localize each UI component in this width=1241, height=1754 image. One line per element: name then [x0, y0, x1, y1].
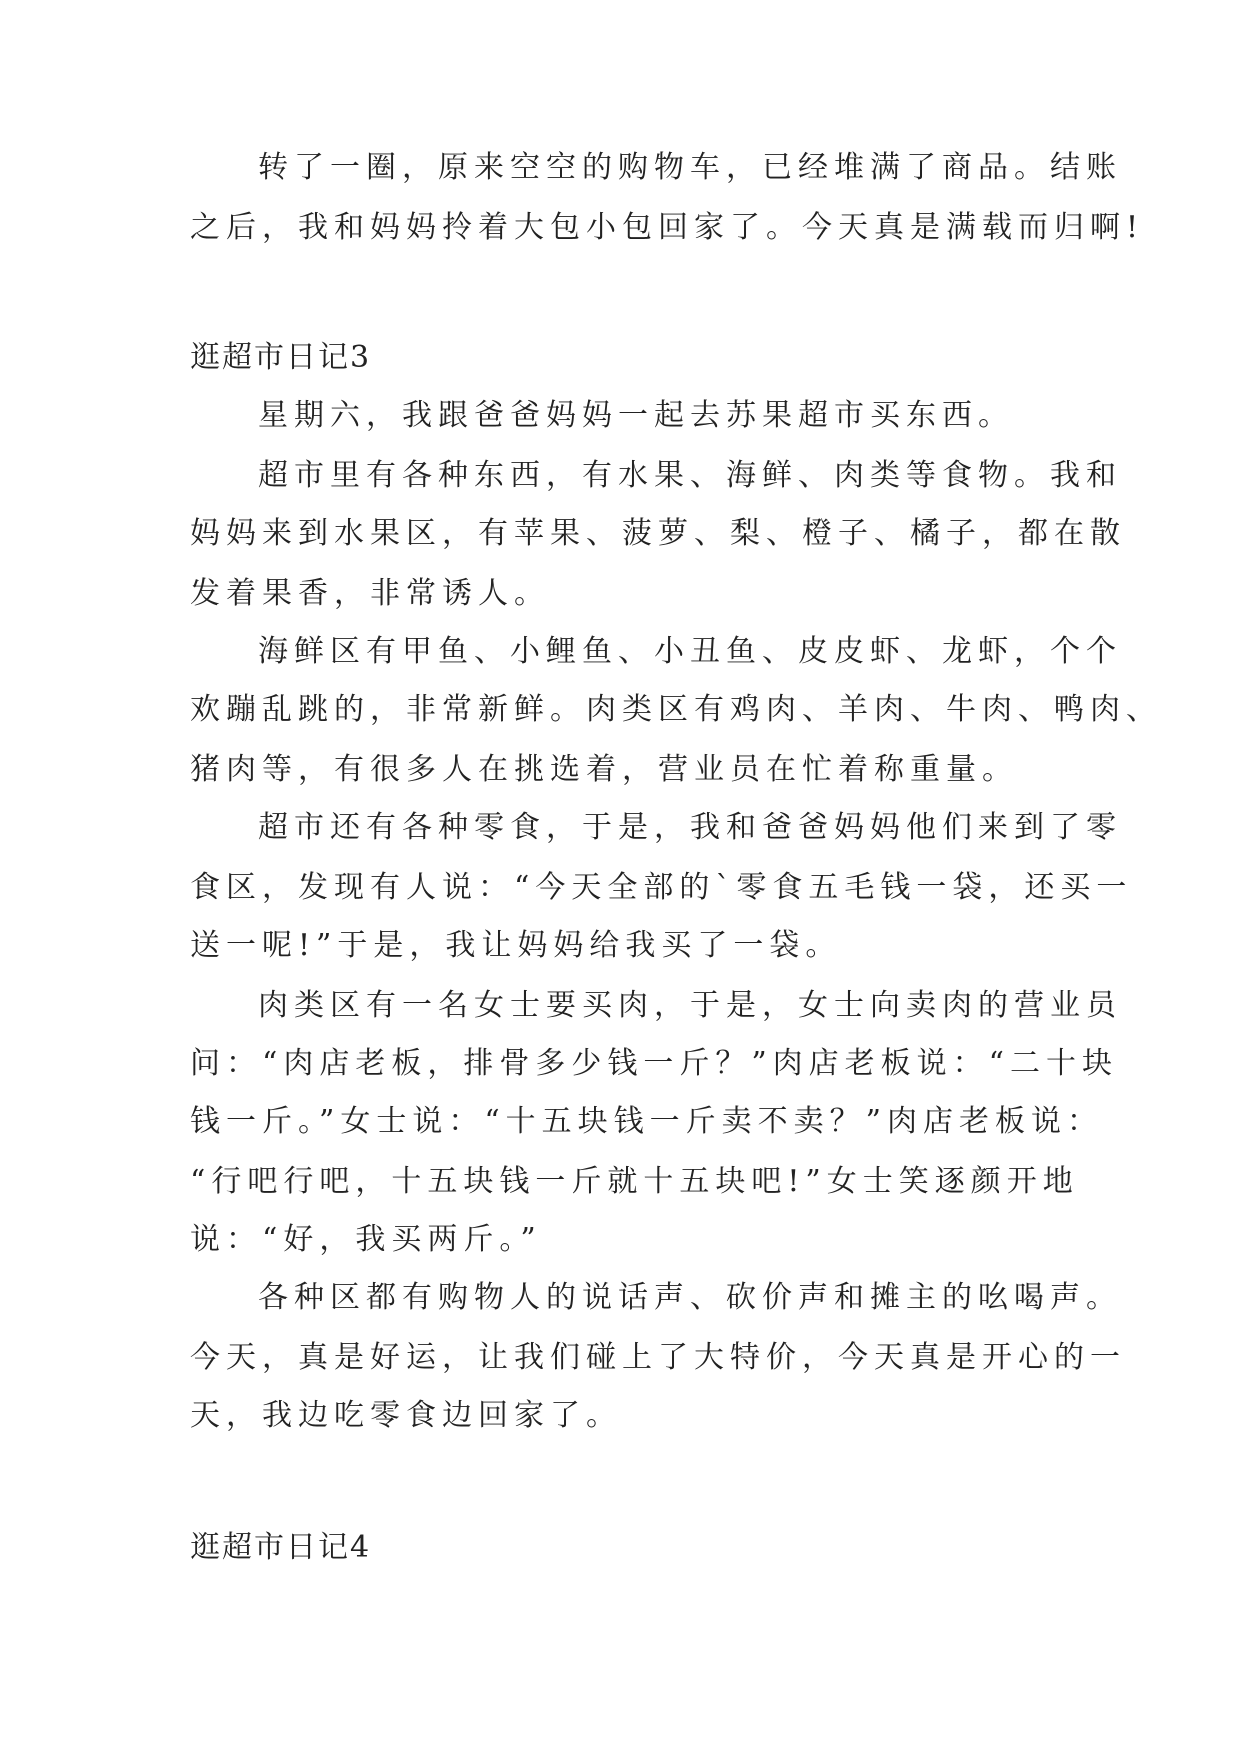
paragraph-line: 发着果香，非常诱人。: [190, 576, 550, 611]
paragraph-line: 之后，我和妈妈拎着大包小包回家了。今天真是满载而归啊!: [190, 210, 1145, 245]
paragraph-line: 肉类区有一名女士要买肉，于是，女士向卖肉的营业员: [258, 988, 1122, 1023]
paragraph-line: “行吧行吧，十五块钱一斤就十五块吧!”女士笑逐颜开地: [190, 1164, 1079, 1199]
paragraph-line: 猪肉等，有很多人在挑选着，营业员在忙着称重量。: [190, 752, 1018, 787]
paragraph-line: 欢蹦乱跳的，非常新鲜。肉类区有鸡肉、羊肉、牛肉、鸭肉、: [190, 692, 1162, 727]
paragraph-line: 星期六，我跟爸爸妈妈一起去苏果超市买东西。: [258, 398, 1014, 433]
paragraph-line: 今天，真是好运，让我们碰上了大特价，今天真是开心的一: [190, 1340, 1126, 1375]
paragraph-line: 食区，发现有人说：“今天全部的`零食五毛钱一袋，还买一: [190, 870, 1133, 905]
paragraph-line: 说：“好，我买两斤。”: [190, 1222, 542, 1257]
paragraph-line: 天，我边吃零食边回家了。: [190, 1398, 622, 1433]
paragraph-line: 各种区都有购物人的说话声、砍价声和摊主的吆喝声。: [258, 1280, 1122, 1315]
paragraph-line: 送一呢!”于是，我让妈妈给我买了一袋。: [190, 928, 842, 963]
paragraph-line: 钱一斤。”女士说：“十五块钱一斤卖不卖？”肉店老板说：: [190, 1104, 1104, 1139]
paragraph-line: 妈妈来到水果区，有苹果、菠萝、梨、橙子、橘子，都在散: [190, 516, 1126, 551]
paragraph-line: 超市还有各种零食，于是，我和爸爸妈妈他们来到了零: [258, 810, 1122, 845]
section-heading: 逛超市日记4: [190, 1530, 372, 1565]
paragraph-line: 转了一圈，原来空空的购物车，已经堆满了商品。结账: [258, 150, 1122, 185]
section-heading: 逛超市日记3: [190, 340, 372, 375]
paragraph-line: 超市里有各种东西，有水果、海鲜、肉类等食物。我和: [258, 458, 1122, 493]
paragraph-line: 问：“肉店老板，排骨多少钱一斤？”肉店老板说：“二十块: [190, 1046, 1119, 1081]
paragraph-line: 海鲜区有甲鱼、小鲤鱼、小丑鱼、皮皮虾、龙虾，个个: [258, 634, 1122, 669]
